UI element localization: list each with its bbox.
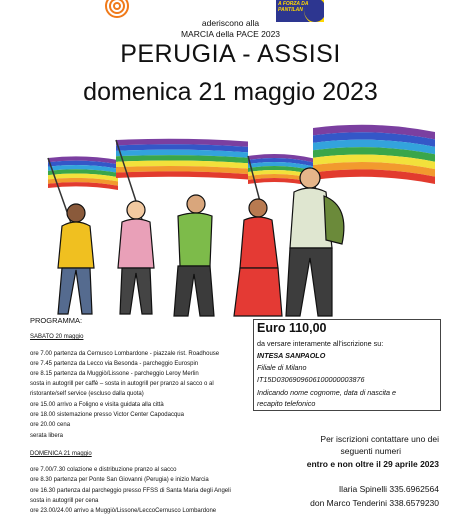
list-item: ristorante/self service (escluso dalla quota) — [30, 391, 144, 397]
registration-line-1: Per iscrizioni contattare uno dei — [320, 434, 439, 444]
list-item: ore 7.00 partenza da Cernusco Lombardone - piazzale rist. Roadhouse — [30, 351, 220, 357]
sunday-heading: DOMENICA 21 maggio — [30, 451, 92, 457]
list-item: ore 23.00/24.00 arrivo a Muggiò/Lissone/LeccoCernusco Lombardone — [30, 508, 217, 514]
list-item: ore 16.30 partenza dal parcheggio presso FFSS di Santa Maria degli Angeli — [30, 488, 231, 494]
page-title: PERUGIA - ASSISI — [120, 40, 341, 68]
list-item: ore 7.45 partenza da Lecco via Besonda - parcheggio Eurospin — [30, 361, 199, 367]
iban: IT15D0306909606100000003876 — [257, 375, 365, 384]
list-item: ore 8.30 partenza per Ponte San Giovanni (Perugia) e inizio Marcia — [30, 477, 209, 483]
bank-name: INTESA SANPAOLO — [257, 351, 326, 360]
contact-don-marco: don Marco Tenderini 338.6579230 — [310, 498, 439, 508]
list-item: ore 20.00 cena — [30, 422, 71, 428]
causale-line-2: recapito telefonico — [257, 399, 316, 408]
contact-ilaria: Ilaria Spinelli 335.6962564 — [338, 484, 439, 494]
organization-logo — [104, 0, 130, 18]
list-item: sosta in autogrill per cena — [30, 498, 99, 504]
program-title: PROGRAMMA: — [30, 316, 83, 325]
list-item: ore 7.00/7.30 colazione e distribuzione pranzo al sacco — [30, 467, 177, 473]
payment-note: da versare interamente all’iscrizione su: — [257, 339, 384, 348]
registration-line-2: seguenti numeri — [340, 446, 401, 456]
causale-line-1: Indicando nome cognome, data di nascita e — [257, 388, 397, 397]
adherence-line-2: MARCIA della PACE 2023 — [180, 29, 281, 39]
list-item: serata libera — [30, 433, 64, 439]
list-item: ore 15.00 arrivo a Foligno e visita guidata alla città — [30, 402, 164, 408]
saturday-heading: SABATO 20 maggio — [30, 334, 84, 340]
adherence-line-1: aderiscono alla — [201, 18, 260, 28]
forza-da-pantilan-logo: A FORZA DA PANTILAN — [276, 0, 324, 22]
registration-deadline: entro e non oltre il 29 aprile 2023 — [306, 459, 439, 469]
event-date: domenica 21 maggio 2023 — [83, 78, 378, 106]
list-item: ore 8.15 partenza da Muggiò/Lissone - parcheggio Leroy Merlin — [30, 371, 199, 377]
bank-branch: Filiale di Milano — [257, 363, 307, 372]
list-item: sosta in autogrill per caffè – sosta in autogrill per pranzo al sacco o al — [30, 381, 214, 387]
price: Euro 110,00 — [257, 321, 327, 335]
list-item: ore 18.00 sistemazione presso Victor Center Capodacqua — [30, 412, 184, 418]
peace-march-illustration — [38, 118, 438, 318]
